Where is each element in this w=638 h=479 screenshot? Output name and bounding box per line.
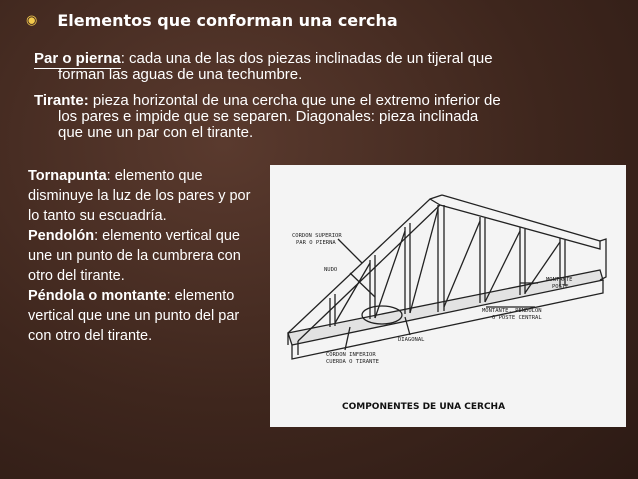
label-montante-2: POSTE <box>552 284 569 290</box>
definition-tornapunta <box>28 166 263 226</box>
paragraph-tirante <box>34 93 624 141</box>
label-pendolon-1: MONTANTE. PENDOLON <box>482 308 542 314</box>
label-nudo: NUDO <box>324 267 338 273</box>
term-tirante: Tirante: <box>34 92 89 109</box>
pendola-text: : elemento vertical que une un punto del par con otro del tirante. <box>28 288 240 344</box>
target-bullet-icon: ◉ <box>26 13 38 28</box>
definition-pendola <box>28 286 263 346</box>
tirante-text-line-3: que une un par con el tirante. <box>58 124 254 141</box>
tornapunta-text: : elemento que disminuye la luz de los pares y por lo tanto su escuadría. <box>28 168 251 224</box>
tirante-text-line-2: los pares e impide que se separen. Diagonales: pieza inclinada <box>58 108 479 125</box>
par-text-line-1: : cada una de las dos piezas inclinadas de un tijeral que <box>120 50 493 67</box>
tirante-text-line-1: pieza horizontal de una cercha que une el extremo inferior de <box>88 92 501 109</box>
term-pendolon: Pendolón <box>28 228 95 244</box>
label-cordon-inferior-1: CORDON INFERIOR <box>326 352 376 358</box>
pendolon-text: : elemento vertical que une un punto de la cumbrera con otro del tirante. <box>28 228 241 284</box>
label-montante-1: MONTANTE <box>546 277 573 283</box>
par-text-line-2: forman las aguas de una techumbre. <box>58 66 303 83</box>
truss-diagram <box>270 165 626 427</box>
term-par-o-pierna: Par o pierna <box>34 50 121 67</box>
term-pendola: Péndola o montante <box>28 288 167 304</box>
label-cordon-superior-1: CORDON SUPERIOR <box>292 233 342 239</box>
label-cordon-inferior-2: CUERDA O TIRANTE <box>326 359 379 365</box>
definition-pendolon <box>28 226 263 286</box>
slide-title <box>26 11 398 30</box>
label-diagonal: DIAGONAL <box>398 337 425 343</box>
term-tornapunta: Tornapunta <box>28 168 107 184</box>
figure-caption: COMPONENTES DE UNA CERCHA <box>342 402 506 412</box>
slide-title-text: Elementos que conforman una cercha <box>57 11 398 30</box>
label-cordon-superior-2: PAR O PIERNA <box>296 240 336 246</box>
paragraph-par-o-pierna <box>34 51 624 83</box>
label-pendolon-2: O POSTE CENTRAL <box>492 315 542 321</box>
left-column-definitions <box>28 166 263 346</box>
